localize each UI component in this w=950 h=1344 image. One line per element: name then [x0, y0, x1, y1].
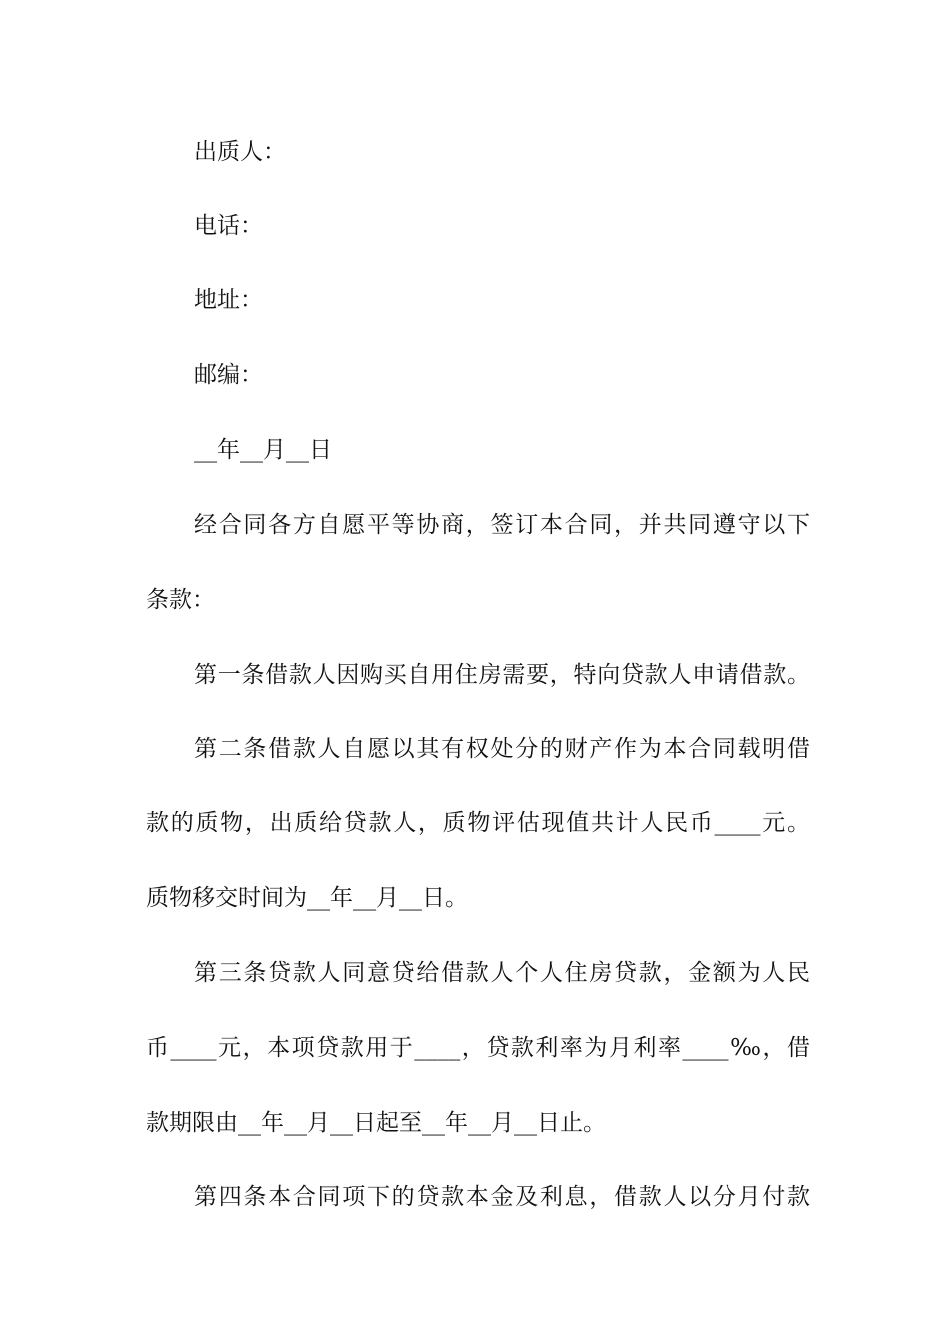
postcode-label: 邮编： [194, 362, 263, 388]
article-2-line-2: 款的质物，出质给贷款人，质物评估现值共计人民币____元。 [146, 810, 810, 836]
phone-label: 电话： [194, 213, 263, 239]
article-3-line-2: 币____元，本项贷款用于____，贷款利率为月利率____‰，借 [146, 1035, 810, 1061]
pledgor-label: 出质人： [194, 139, 286, 165]
paragraph-intro-line-2: 条款： [146, 587, 215, 613]
date-line: __年__月__日 [194, 437, 332, 463]
article-4-line-1: 第四条本合同项下的贷款本金及利息，借款人以分月付款 [194, 1184, 810, 1210]
article-2-line-1: 第二条借款人自愿以其有权处分的财产作为本合同载明借 [194, 736, 810, 762]
paragraph-intro-line-1: 经合同各方自愿平等协商，签订本合同，并共同遵守以下 [194, 512, 810, 538]
article-3-line-1: 第三条贷款人同意贷给借款人个人住房贷款，金额为人民 [194, 960, 810, 986]
address-label: 地址： [194, 287, 263, 313]
article-1-line-1: 第一条借款人因购买自用住房需要，特向贷款人申请借款。 [194, 662, 810, 688]
article-3-line-3: 款期限由__年__月__日起至__年__月__日止。 [146, 1110, 606, 1136]
article-2-line-3: 质物移交时间为__年__月__日。 [146, 885, 468, 911]
